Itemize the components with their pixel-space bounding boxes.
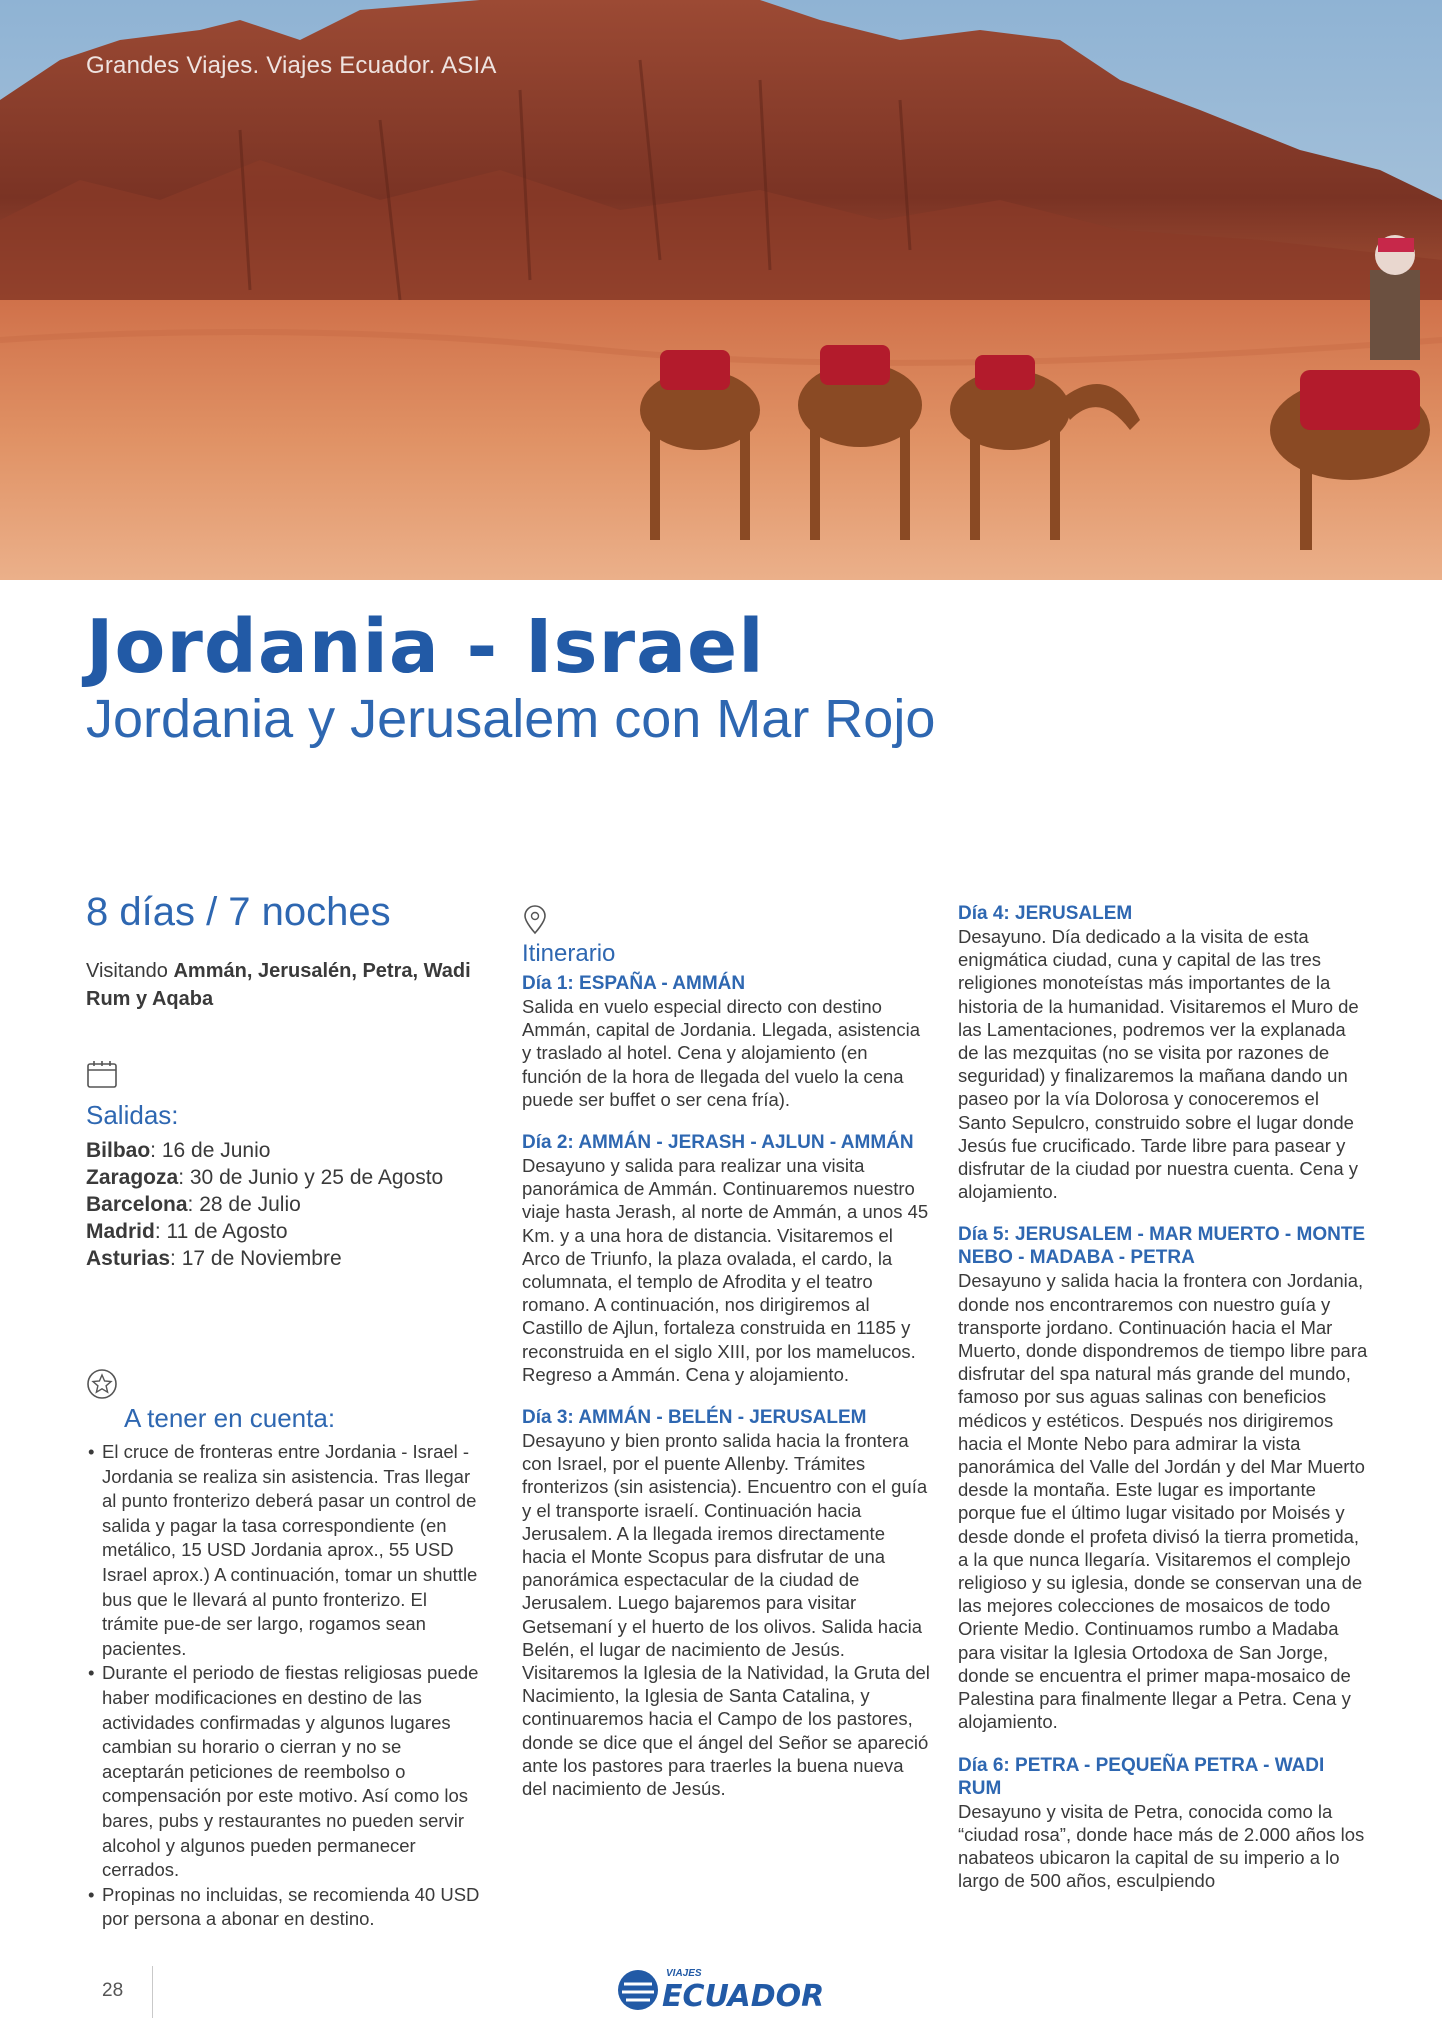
notes-heading: A tener en cuenta: bbox=[124, 1403, 336, 1433]
logo-small-text: VIAJES bbox=[666, 1968, 702, 1979]
departure-item: Barcelona: 28 de Julio bbox=[86, 1193, 301, 1216]
itinerary-heading: Itinerario bbox=[522, 940, 616, 967]
calendar-icon bbox=[86, 1059, 486, 1094]
day-title: Día 5: JERUSALEM - MAR MUERTO - MONTE NEBO - MADABA - PETRA bbox=[958, 1224, 1366, 1269]
visiting-text: Visitando Ammán, Jerusalén, Petra, Wadi Rum y Aqaba bbox=[86, 960, 471, 1010]
day-title: Día 3: AMMÁN - BELÉN - JERUSALEM bbox=[522, 1407, 867, 1429]
summary-column bbox=[86, 890, 486, 1932]
logo-text: ECUADOR bbox=[662, 1979, 825, 2014]
page-title: Jordania - Israel bbox=[86, 604, 765, 690]
hero-image bbox=[0, 0, 1442, 580]
day-description: Desayuno y bien pronto salida hacia la frontera con Israel, por el puente Allenby. Trámites fronterizos (sin asistencia). Encuentro con el guía y el transporte israelí. Continuación hacia Jerusalem. A la llegada iremos directamente hacia el Monte Scopus para disfrutar de una panorámica espectacular de la ciudad de Jerusalem. Luego bajaremos para visitar Getsemaní y el huerto de los olivos. Salida hacia Belén, el lugar de nacimiento de Jesús. Visitaremos la Iglesia de la Natividad, la Gruta del Nacimiento, la Iglesia de Santa Catalina, y continuaremos hacia el Campo de los pastores, donde se dice que el ángel del Señor se apareció ante los pastores para traerles la buena nueva del nacimiento de Jesús. bbox=[522, 1430, 930, 1800]
note-item: • Durante el periodo de fiestas religiosas puede haber modificaciones en destino de las actividades confirmadas y algunos lugares cambian su horario o cierran y no se aceptarán peticiones de reembolso o compensación por este motivo. Así como los bares, pubs y restaurantes no pueden servir alcohol y algunos pueden permanecer cerrados. bbox=[86, 1661, 486, 1882]
trip-duration: 8 días / 7 noches bbox=[86, 890, 391, 934]
star-icon bbox=[86, 1368, 486, 1405]
day-description: Salida en vuelo especial directo con destino Ammán, capital de Jordania. Llegada, asistencia y traslado al hotel. Cena y alojamiento (en función de la hora de llegada del vuelo la cena puede ser buffet o ser cena fría). bbox=[522, 996, 920, 1110]
day-description: Desayuno y salida para realizar una visita panorámica de Ammán. Continuaremos nuestro viaje hasta Jerash, al norte de Ammán, a unos 45 Km. y a una hora de distancia. Visitaremos el Arco de Triunfo, la plaza ovalada, el cardo, la columnata, el templo de Afrodita y el teatro romano. A continuación, nos dirigiremos al Castillo de Ajlun, fortaleza construida en 1185 y reconstruida en el siglo XIII, por los mamelucos. Regreso a Ammán. Cena y alojamiento. bbox=[522, 1155, 929, 1385]
day-title: Día 1: ESPAÑA - AMMÁN bbox=[522, 973, 746, 994]
visiting-places: Ammán, Jerusalén, Petra, Wadi Rum y Aqaba bbox=[86, 960, 471, 1010]
departure-item: Asturias: 17 de Noviembre bbox=[86, 1247, 342, 1270]
viajes-ecuador-logo bbox=[612, 1962, 838, 2014]
departures-list bbox=[86, 1137, 486, 1272]
day-title: Día 2: AMMÁN - JERASH - AJLUN - AMMÁN bbox=[522, 1132, 914, 1154]
day-title: Día 4: JERUSALEM bbox=[958, 903, 1133, 924]
footer-divider bbox=[152, 1966, 153, 2018]
itinerary-column-1 bbox=[522, 905, 930, 1820]
desert-camels-photo bbox=[0, 0, 1442, 580]
departure-item: Madrid: 11 de Agosto bbox=[86, 1220, 288, 1243]
location-pin-icon bbox=[522, 905, 930, 940]
departure-item: Zaragoza: 30 de Junio y 25 de Agosto bbox=[86, 1166, 444, 1189]
day-description: Desayuno y visita de Petra, conocida como la “ciudad rosa”, donde hace más de 2.000 años los nabateos ubicaron la capital de su imperio a lo largo de 500 años, esculpiendo bbox=[958, 1800, 1365, 1892]
day-description: Desayuno. Día dedicado a la visita de esta enigmática ciudad, cuna y capital de las tres religiones monoteístas más importantes de la historia de la humanidad. Visitaremos el Muro de las Lamentaciones, podremos ver la explanada de las mezquitas (no se visita por razones de seguridad) y finalizaremos la mañana dando un paseo por la vía Dolorosa y conoceremos el Santo Sepulcro, construido sobre el lugar donde Jesús fue crucificado. Tarde libre para pasear y disfrutar de la ciudad por nuestra cuenta. Cena y alojamiento. bbox=[958, 926, 1359, 1203]
itinerary-column-2 bbox=[958, 902, 1368, 1912]
note-item: • Propinas no incluidas, se recomienda 40 USD por persona a abonar en destino. bbox=[86, 1883, 486, 1932]
page-subtitle: Jordania y Jerusalem con Mar Rojo bbox=[86, 689, 936, 749]
day-title: Día 6: PETRA - PEQUEÑA PETRA - WADI RUM bbox=[958, 1754, 1325, 1799]
notes-list bbox=[86, 1440, 486, 1932]
breadcrumb: Grandes Viajes. Viajes Ecuador. ASIA bbox=[86, 52, 497, 79]
departure-item: Bilbao: 16 de Junio bbox=[86, 1139, 271, 1162]
departures-heading: Salidas: bbox=[86, 1100, 179, 1130]
page-number: 28 bbox=[102, 1980, 124, 2001]
day-description: Desayuno y salida hacia la frontera con Jordania, donde nos encontraremos con nuestro guía y transporte jordano. Continuación hacia el Mar Muerto, donde dispondremos de tiempo libre para disfrutar del spa natural más grande del mundo, famoso por sus aguas salinas con beneficios médicos y estéticos. Después nos dirigiremos hacia el Monte Nebo para admirar la vista panorámica del Valle del Jordán y del Mar Muerto desde la montaña. Este lugar es importante porque fue el último lugar visitado por Moisés y desde donde el profeta divisó la tierra prometida, a la que nunca llegaría. Visitaremos el complejo religioso y su iglesia, donde se conservan una de las mejores colecciones de mosaicos de todo Oriente Medio. Continuamos rumbo a Madaba para visitar la Iglesia Ortodoxa de San Jorge, donde se encuentra el primer mapa-mosaico de Palestina para finalmente llegar a Petra. Cena y alojamiento. bbox=[958, 1270, 1368, 1733]
note-item: • El cruce de fronteras entre Jordania - Israel - Jordania se realiza sin asistencia. Tras llegar al punto fronterizo deberá pasar un control de salida y pagar la tasa correspondiente (en metálico, 15 USD Jordania aprox., 55 USD Israel aprox.) A continuación, tomar un shuttle bus que le llevará al punto fronterizo. El trámite pue-de ser largo, rogamos sean pacientes. bbox=[86, 1440, 486, 1661]
